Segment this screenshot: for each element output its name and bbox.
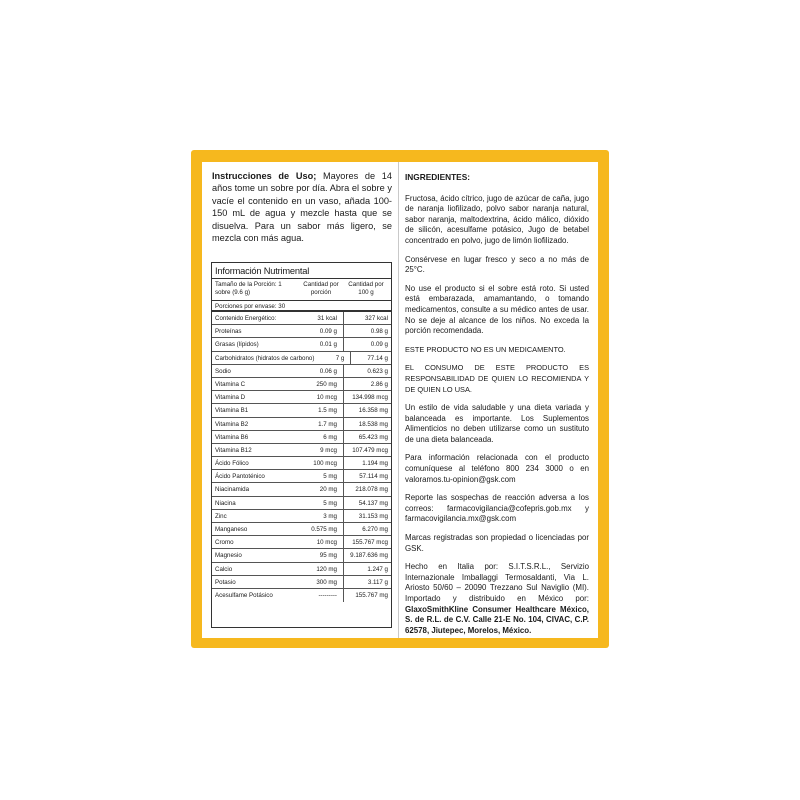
nutrition-row [212,549,391,562]
distributor-text: GlaxoSmithKline Consumer Healthcare México, S. de R.L. de C.V. Calle 21-E No. 104, CIVAC, C.P. 62578, Jiutepec, Morelos, México. [405,604,589,635]
nutrient-name: Vitamina B12 [215,446,252,454]
per100g-value: 155.767 mg [355,591,388,599]
contact-text: Para información relacionada con el producto comuníquese al teléfono 800 234 3000 o en valoramos.tu-opinion@gsk.com [405,453,589,484]
nutrition-row [212,510,391,523]
nutrient-name: Ácido Pantoténico [215,473,265,481]
nutrition-row [212,391,391,404]
nutrient-name: Grasas (lípidos) [215,341,259,349]
portion-value: 0.575 mg [301,523,344,535]
instructions-block [212,170,392,244]
nutrient-name: Zinc [215,512,227,520]
nutrition-row [212,378,391,391]
nutrient-name: Calcio [215,565,233,573]
portion-value: 6 mg [301,431,344,443]
ingredients-title: INGREDIENTES: [405,172,470,182]
nutrient-name: Niacina [215,499,236,507]
portion-value: --------- [301,589,344,602]
nutrient-name: Vitamina B6 [215,433,249,441]
per100g-value: 6.270 mg [362,526,388,533]
made-in-text: Hecho en Italia por: S.I.T.S.R.L., Servizio Internazionale Imballaggi Termosaldanti, Via L. Ariosto 50/60 – 20090 Trezzano Sul Naviglio (MI). Importado y distribuido en México por: [405,562,589,603]
report-text: Reporte las sospechas de reacción adversa a los correos: farmacovigilancia@cofepris.gob.mx y farmacovigilancia.mx@gsk.com [405,493,589,524]
nutrient-name: Vitamina B1 [215,407,249,415]
nutrition-row [212,589,391,602]
nutrition-row [212,444,391,457]
portion-value: 9 mcg [301,444,344,456]
nutrition-row [212,365,391,378]
nutrition-row [212,325,391,338]
serving-size-label: Tamaño de la Porción: 1 sobre (9.6 g) [215,281,282,296]
per100g-value: 3.117 g [367,578,388,586]
nutrition-rows [212,312,391,602]
per100g-value: 0.98 g [370,328,388,336]
per100g-value: 1.247 g [367,565,388,573]
instructions-title: Instrucciones de Uso; [212,171,317,181]
portion-value: 20 mg [301,483,344,495]
col-100g-header: Cantidad por 100 g [348,281,384,296]
portion-value: 1.7 mg [301,418,344,430]
per100g-value: 327 kcal [364,315,388,322]
portion-value: 3 mg [301,510,344,522]
nutrient-name: Vitamina C [215,380,246,388]
instructions-text [212,170,392,244]
per100g-value: 1.194 mg [362,460,388,468]
nutrition-row [212,523,391,536]
nutrition-title: Información Nutrimental [212,263,391,279]
nutrition-row [212,312,391,325]
nutrient-name: Contenido Energético: [215,315,277,322]
per100g-value: 0.623 g [367,367,388,375]
per100g-value: 155.767 mcg [352,539,388,547]
nutrient-name: Ácido Fólico [215,460,249,468]
nutrition-header [212,279,391,301]
per100g-value: 31.153 mg [358,512,388,520]
portion-value: 10 mcg [301,391,344,403]
manufacturer-block [405,562,589,636]
servings-per-container: Porciones por envase: 30 [212,301,391,312]
nutrient-name: Sodio [215,367,231,375]
portion-value: 1.5 mg [301,404,344,416]
nutrition-row [212,352,391,365]
ingredients-text: Fructosa, ácido cítrico, jugo de azúcar de caña, jugo de naranja liofilizado, polvo sabor naranja natural, sabor naranja, maltodextrina, ácido málico, dióxido de silicón, acesulfame potásico, Jugo de betabel concentrado en polvo, jugo de limón liofilizado. [405,193,589,245]
nutrition-row [212,497,391,510]
per100g-value: 107.479 mcg [352,446,388,454]
nutrition-row [212,536,391,549]
portion-value: 95 mg [301,549,344,561]
portion-value: 300 mg [301,576,344,588]
nutrient-name: Vitamina D [215,394,246,402]
nutrition-row [212,404,391,417]
per100g-value: 65.423 mg [358,433,388,441]
nutrition-row [212,418,391,431]
nutrition-row [212,470,391,483]
per100g-value: 2.86 g [370,380,388,388]
portion-value: 5 mg [301,497,344,509]
nutrition-row [212,338,391,351]
nutrient-name: Magnesio [215,552,242,560]
lifestyle-text: Un estilo de vida saludable y una dieta variada y balanceada es importante. Los Suplementos Alimenticios no deben utilizarse como un sustituto de una dieta balanceada. [405,403,589,444]
trademarks-text: Marcas registradas son propiedad o licenciadas por GSK. [405,533,589,553]
portion-value: 31 kcal [301,312,344,324]
per100g-value: 18.538 mg [358,420,388,428]
per100g-value: 218.078 mg [355,486,388,494]
nutrient-name: Niacinamida [215,486,250,494]
col-portion-header: Cantidad por porción [303,281,339,296]
nutrient-name: Vitamina B2 [215,420,249,428]
portion-value: 0.06 g [301,365,344,377]
not-medicine-text: ESTE PRODUCTO NO ES UN MEDICAMENTO. [405,344,566,354]
storage-text: Consérvese en lugar fresco y seco a no más de 25°C. [405,254,589,275]
nutrition-row [212,563,391,576]
portion-value: 100 mcg [301,457,344,469]
nutrition-row [212,576,391,589]
nutrient-name: Acesulfame Potásico [215,591,273,599]
per100g-value: 16.358 mg [358,407,388,415]
nutrient-name: Proteínas [215,328,242,336]
nutrition-facts-table [211,262,392,628]
per100g-value: 57.114 mg [359,473,388,481]
nutrient-name: Potasio [215,578,236,586]
per100g-value: 54.137 mg [358,499,388,507]
portion-value: 10 mcg [301,536,344,548]
nutrient-name: Carbohidratos (hidratos de carbono) [215,354,315,362]
column-divider [398,162,399,638]
per100g-value: 9.187.636 mg [350,552,388,560]
right-column [405,172,589,636]
responsibility-text: EL CONSUMO DE ESTE PRODUCTO ES RESPONSABILIDAD DE QUIEN LO RECOMIENDA Y DE QUIEN LO USA. [405,363,589,394]
nutrition-row [212,457,391,470]
instructions-body: Mayores de 14 años tome un sobre por día. Abra el sobre y vacíe el contenido en un vaso, añada 100-150 mL de agua y mezcle hasta que se disuelva. Para un sabor más ligero, se mezcla con más agua. [212,171,393,244]
nutrient-name: Cromo [215,539,234,547]
portion-value: 7 g [314,352,351,364]
portion-value: 120 mg [301,563,344,575]
warning-text: No use el producto si el sobre está roto. Si usted está embarazada, amamantando, o tomando medicamentos, consulte a su médico antes de usar. No se deje al alcance de los niños. No exceda la porción recomendada. [405,283,589,336]
per100g-value: 134.998 mcg [352,394,388,402]
portion-value: 0.09 g [301,325,344,337]
portion-value: 5 mg [301,470,344,482]
nutrition-row [212,483,391,496]
nutrition-row [212,431,391,444]
nutrient-name: Manganeso [215,526,248,533]
portion-value: 0.01 g [301,338,344,350]
per100g-value: 0.09 g [370,341,388,349]
portion-value: 250 mg [301,378,344,390]
per100g-value: 77.14 g [367,354,388,362]
